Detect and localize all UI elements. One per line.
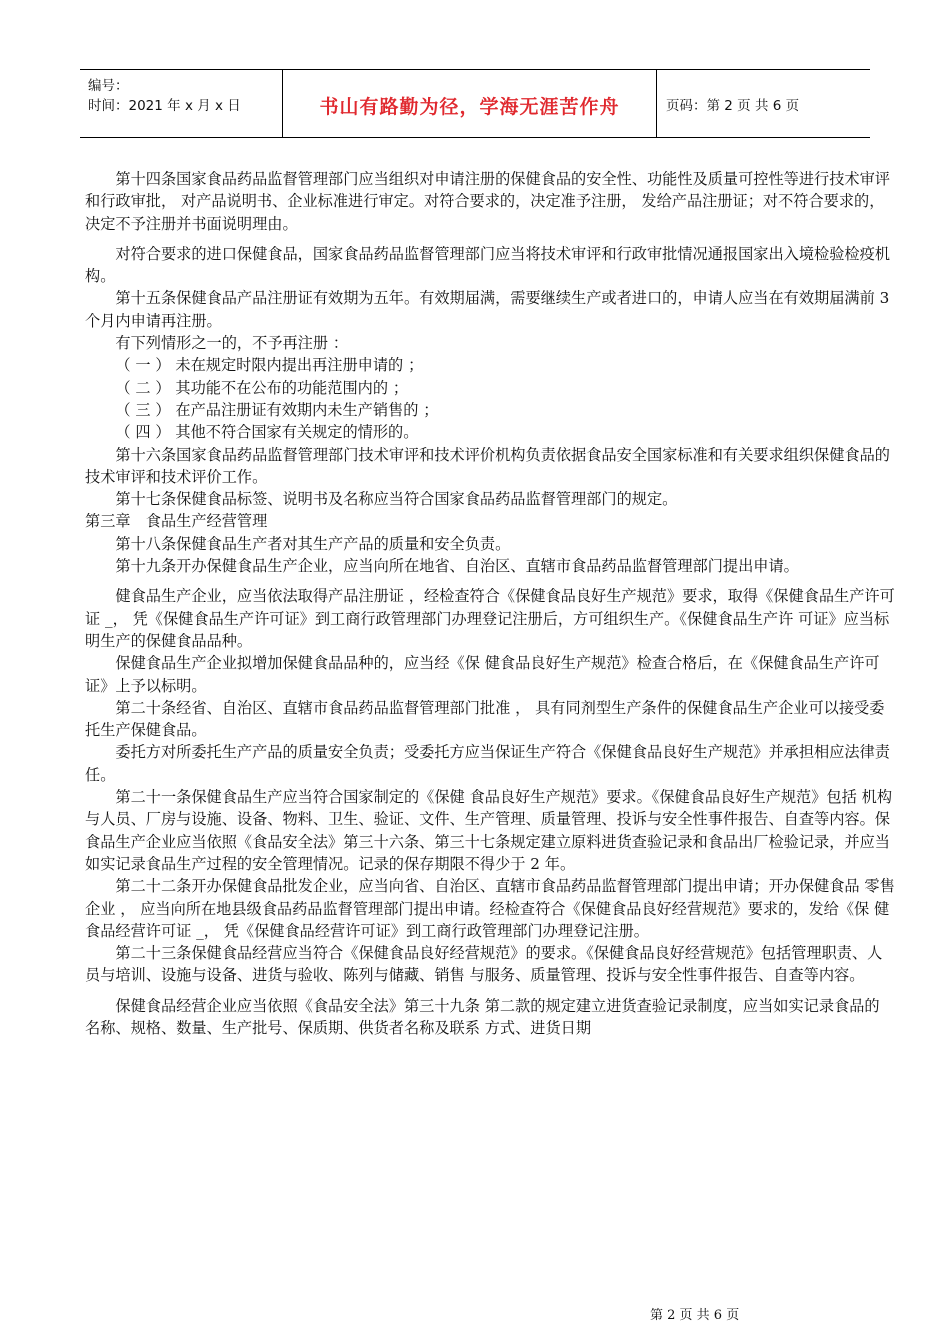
list-item: （ 三 ） 在产品注册证有效期内未生产销售的 ； (115, 400, 439, 419)
paragraph: 第十四条国家食品药品监督管理部门应当组织对申请注册的保健食品的安全性、功能性及质量可控性等进行技术审评和行政审批， 对产品说明书、企业标准进行审定。对符合要求的，决定准予注册， 发给产品注册证；对不符合要求的，决定不予注册并书面说明理由。 (85, 170, 890, 233)
paragraph: 委托方对所委托生产产品的质量安全负责；受委托方应当保证生产符合《保健食品良好生产规范》并承担相应法律责任。 (85, 743, 890, 784)
paragraph: 第十七条保健食品标签、说明书及名称应当符合国家食品药品监督管理部门的规定。 (115, 490, 678, 509)
paragraph: 第二十二条开办保健食品批发企业，应当向省、自治区、直辖市食品药品监督管理部门提出申请；开办保健食品 零售企业 ， 应当向所在地县级食品药品监督管理部门提出申请。经检查符合《保健食品良好经营规范》要求的，发给《保 健食品经营许可证 _， 凭《保健食品经营许可证》到工商行政管理部门办理登记注册。 (85, 877, 895, 940)
time-label: 时间：2021 年 x 月 x 日 (88, 98, 241, 114)
paragraph: 保健食品生产企业拟增加保健食品品种的，应当经《保 健食品良好生产规范》检查合格后，在《保健食品生产许可 证》上予以标明。 (85, 654, 880, 695)
paragraph: 保健食品经营企业应当依照《食品安全法》第三十九条 第二款的规定建立进货查验记录制度，应当如实记录食品的 名称、规格、数量、生产批号、保质期、供货者名称及联系 方式、进货日期 (85, 996, 880, 1037)
paragraph: 第十九条开办保健食品生产企业，应当向所在地省、自治区、直辖市食品药品监督管理部门提出申请。 (115, 557, 799, 576)
list-item: （ 二 ） 其功能不在公布的功能范围内的 ； (115, 378, 409, 397)
paragraph: 第十六条国家食品药品监督管理部门技术审评和技术评价机构负责依据食品安全国家标准和有关要求组织保健食品的技术审评和技术评价工作。 (85, 445, 890, 486)
paragraph: 第二十一条保健食品生产应当符合国家制定的《保健 食品良好生产规范》要求。《保健食品良好生产规范》包括 机构与人员、厂房与设施、设备、物料、卫生、验证、文件、生产管理、质量管理、投诉与安全性事件报告、自查等内容。保食品生产企业应当依照《食品安全法》第三十六条、第三十七条规定建立原料进货查验记录和食品出厂检验记录，并应当如实记录食品生产过程的安全管理情况。记录的保存期限不得少于 2 年。 (85, 788, 893, 873)
list-item: （ 四 ） 其他不符合国家有关规定的情形的。 (115, 423, 419, 442)
paragraph: 第十八条保健食品生产者对其生产产品的质量和安全负责。 (115, 534, 511, 553)
page-header (80, 69, 870, 138)
document-body (85, 168, 895, 1039)
paragraph: 第二十条经省、自治区、直辖市食品药品监督管理部门批准 ， 具有同剂型生产条件的保健食品生产企业可以接受委托生产保健食品。 (85, 698, 885, 740)
paragraph: 第二十三条保健食品经营应当符合《保健食品良好经营规范》的要求。《保健食品良好经营规范》包括管理职责、人员与培训、设施与设备、进货与验收、陈列与储藏、销售 与服务、质量管理、投诉与安全性事件报告、自查等内容。 (85, 944, 883, 985)
page-footer: 第 2 页 共 6 页 (650, 1308, 740, 1323)
header-motto: 书山有路勤为径，学海无涯苦作舟 (319, 96, 620, 118)
header-meta (88, 76, 241, 116)
chapter-heading: 第三章 食品生产经营管理 (85, 512, 268, 531)
list-item: （ 一 ） 未在规定时限内提出再注册申请的 ； (115, 356, 424, 375)
header-page-label: 页码：第 2 页 共 6 页 (666, 98, 800, 114)
paragraph: 有下列情形之一的，不予再注册 ： (115, 334, 349, 353)
header-divider (656, 70, 657, 137)
paragraph: 第十五条保健食品产品注册证有效期为五年。有效期届满，需要继续生产或者进口的，申请人应当在有效期届满前 3 个月内申请再注册。 (85, 289, 890, 330)
paragraph: 对符合要求的进口保健食品，国家食品药品监督管理部门应当将技术审评和行政审批情况通报国家出入境检验检疫机构。 (85, 244, 890, 286)
paragraph: 健食品生产企业，应当依法取得产品注册证 ，经检查符合《保健食品良好生产规范》要求，取得《保健食品生产许可证 _， 凭《保健食品生产许可证》到工商行政管理部门办理登记注册后，方可组织生产。《保健食品生产许 可证》应当标明生产的保健食品品种。 (85, 587, 895, 650)
serial-label: 编号： (88, 78, 129, 94)
